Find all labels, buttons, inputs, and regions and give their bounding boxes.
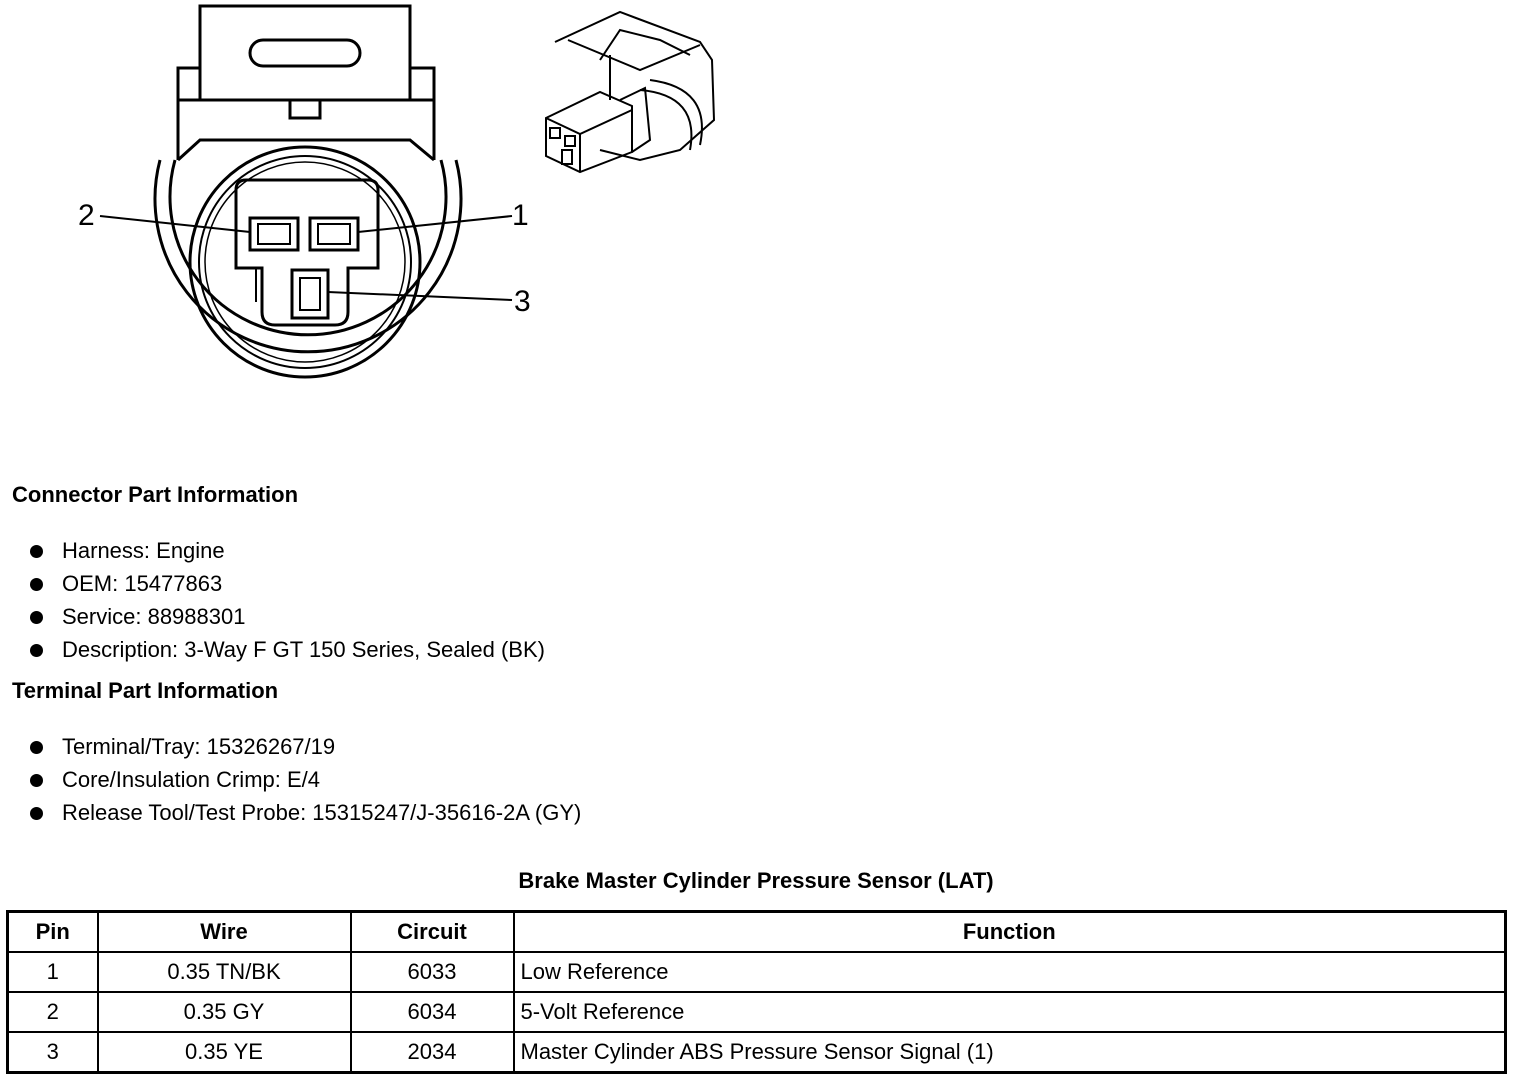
cell-pin: 1 bbox=[8, 952, 98, 992]
header-circuit: Circuit bbox=[351, 912, 514, 953]
table-row bbox=[8, 952, 1506, 992]
cell-pin: 2 bbox=[8, 992, 98, 1032]
connector-part-heading: Connector Part Information bbox=[12, 482, 299, 507]
connector-part-list bbox=[28, 534, 545, 666]
table-row bbox=[8, 1032, 1506, 1073]
cell-wire: 0.35 YE bbox=[98, 1032, 351, 1073]
terminal-part-heading: Terminal Part Information bbox=[12, 678, 279, 703]
list-item: Harness: Engine bbox=[28, 534, 545, 567]
connector-diagram bbox=[0, 0, 760, 440]
cell-circuit: 2034 bbox=[351, 1032, 514, 1073]
table-header-row bbox=[8, 912, 1506, 953]
pin-label-3: 3 bbox=[514, 285, 531, 318]
cell-function: Low Reference bbox=[514, 952, 1506, 992]
pinout-table bbox=[6, 910, 1507, 1074]
connector-iso-view bbox=[546, 12, 714, 172]
header-function: Function bbox=[514, 912, 1506, 953]
list-item: Service: 88988301 bbox=[28, 600, 545, 633]
cell-wire: 0.35 TN/BK bbox=[98, 952, 351, 992]
header-pin: Pin bbox=[8, 912, 98, 953]
pin-label-1: 1 bbox=[512, 199, 529, 232]
list-item: OEM: 15477863 bbox=[28, 567, 545, 600]
table-row bbox=[8, 992, 1506, 1032]
terminal-part-list bbox=[28, 730, 581, 829]
cell-circuit: 6033 bbox=[351, 952, 514, 992]
cell-pin: 3 bbox=[8, 1032, 98, 1073]
cell-function: 5-Volt Reference bbox=[514, 992, 1506, 1032]
header-wire: Wire bbox=[98, 912, 351, 953]
cell-wire: 0.35 GY bbox=[98, 992, 351, 1032]
list-item: Terminal/Tray: 15326267/19 bbox=[28, 730, 581, 763]
list-item: Core/Insulation Crimp: E/4 bbox=[28, 763, 581, 796]
cell-function: Master Cylinder ABS Pressure Sensor Signal (1) bbox=[514, 1032, 1506, 1073]
list-item: Release Tool/Test Probe: 15315247/J-35616-2A (GY) bbox=[28, 796, 581, 829]
list-item: Description: 3-Way F GT 150 Series, Sealed (BK) bbox=[28, 633, 545, 666]
pin-label-2: 2 bbox=[78, 199, 95, 232]
connector-face-drawing bbox=[0, 0, 760, 440]
cell-circuit: 6034 bbox=[351, 992, 514, 1032]
table-title: Brake Master Cylinder Pressure Sensor (LAT) bbox=[518, 868, 994, 893]
